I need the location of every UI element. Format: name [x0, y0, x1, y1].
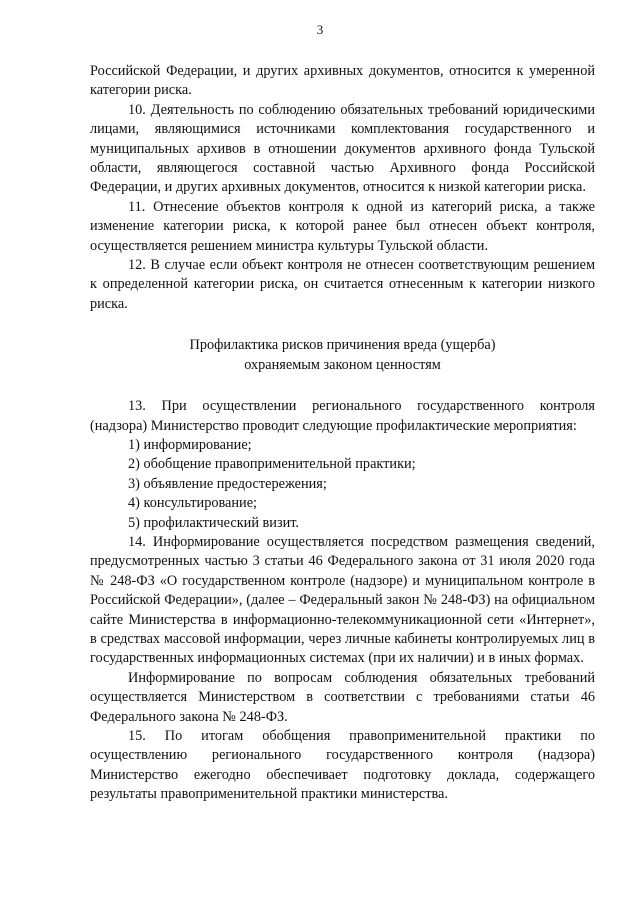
paragraph-11: 11. Отнесение объектов контроля к одной из категорий риска, а также изменение категории риска, к которой ранее был отнесен объект контроля, осуществляется решением министра культуры Тульской области. [90, 198, 595, 254]
list-item: 1) информирование; [128, 436, 252, 453]
list-item: 5) профилактический визит. [128, 514, 299, 531]
paragraph-12: 12. В случае если объект контроля не отнесен соответствующим решением к определенной категории риска, он считается отнесенным к категории низкого риска. [90, 257, 595, 312]
paragraph-9-continuation: Российской Федерации, и других архивных документов, относится к умеренной категории риска. [90, 63, 595, 99]
paragraph-10: 10. Деятельность по соблюдению обязательных требований юридическими лицами, являющимися источниками комплектования государственного и муниципальных архивов в отношении документов архивного фонда Тульской области, являющегося составной частью Архивного фонда Российской Федерации, и других архивных документов, относится к низкой категории риска. [90, 101, 595, 196]
list-item: 2) обобщение правоприменительной практики; [128, 456, 416, 473]
paragraph-15: 15. По итогам обобщения правоприменительной практики по осуществлению регионального государственного контроля (надзора) Министерство ежегодно обеспечивает подготовку доклада, содержащего результаты правоприменительной практики министерства. [90, 728, 595, 803]
list-item: 4) консультирование; [128, 495, 258, 512]
section-heading-line-2: охраняемым законом ценностям [244, 356, 441, 373]
page-number: 3 [316, 22, 324, 37]
list-item: 3) объявление предостережения; [128, 475, 327, 492]
section-heading [90, 336, 595, 375]
paragraph-14-continued: Информирование по вопросам соблюдения обязательных требований осуществляется Министерством в соответствии с требованиями статьи 46 Федерального закона № 248-ФЗ. [90, 669, 595, 725]
document-body [90, 62, 595, 805]
paragraph-14: 14. Информирование осуществляется посредством размещения сведений, предусмотренных частью 3 статьи 46 Федерального закона от 31 июля 2020 года № 248-ФЗ «О государственном контроле (надзоре) и муниципальном контроле в Российской Федерации», (далее – Федеральный закон № 248-ФЗ) на официальном сайте Министерства в информационно-телекоммуникационной сети «Интернет», в средствах массовой информации, через личные кабинеты контролируемых лиц в государственных информационных системах (при их наличии) и в иных формах. [90, 533, 595, 667]
section-heading-line-1: Профилактика рисков причинения вреда (ущерба) [189, 337, 496, 354]
paragraph-13: 13. При осуществлении регионального государственного контроля (надзора) Министерство проводит следующие профилактические мероприятия: [90, 398, 595, 434]
